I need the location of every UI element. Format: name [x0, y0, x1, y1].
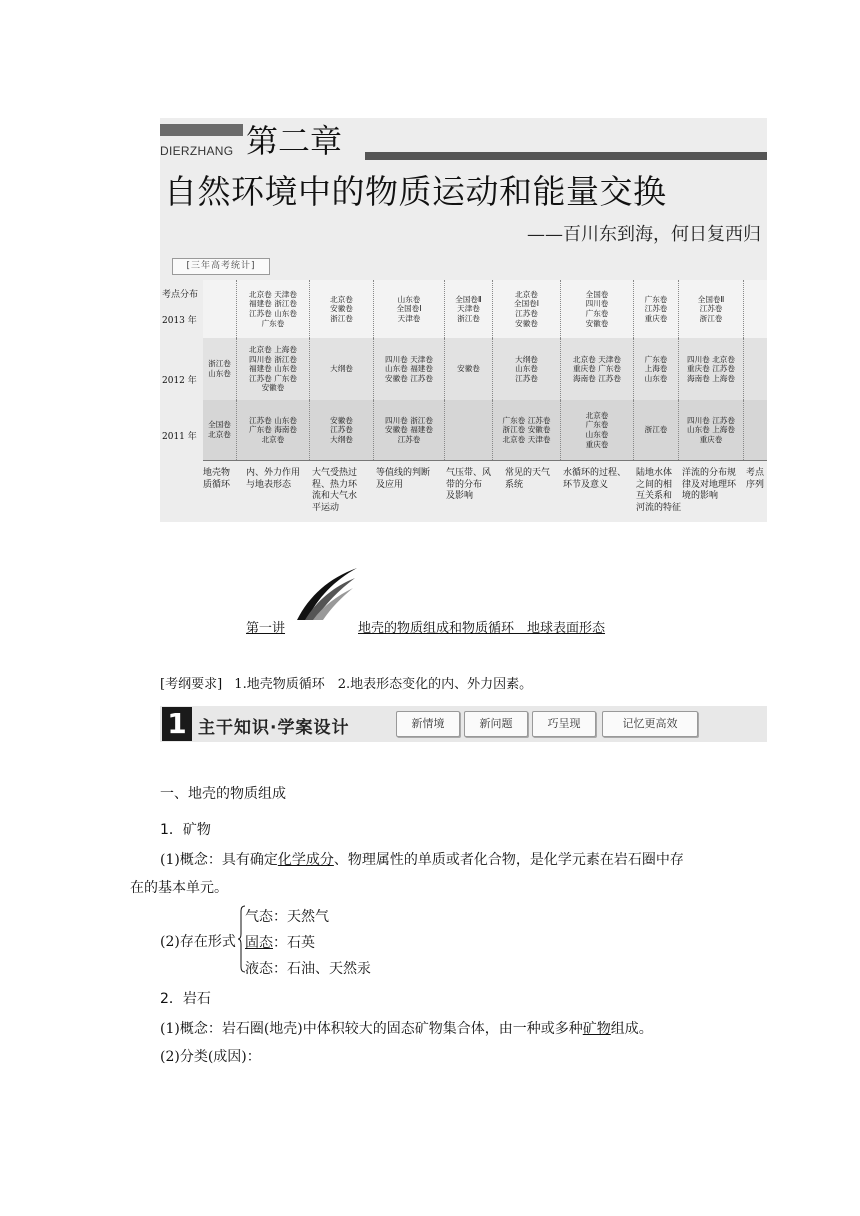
topic-label: 气压带、风 带的分布 及影响 — [446, 468, 492, 501]
section-bar — [160, 706, 767, 742]
lecture-number: 第一讲 — [246, 621, 286, 636]
syllabus-requirement — [160, 673, 532, 692]
stats-cell: 四川卷 北京卷 重庆卷 江苏卷 海南卷 上海卷 — [678, 338, 743, 400]
stats-cell — [444, 400, 492, 460]
stats-cell: 浙江卷 — [633, 400, 678, 460]
forms-label: (2)存在形式 — [160, 934, 236, 950]
topic-label: 内、外力作用 与地表形态 — [246, 468, 301, 490]
section-number-badge: 1 — [162, 707, 192, 741]
mineral-definition-cont: 在的基本单元。 — [130, 880, 228, 896]
tag-clever-presentation: 巧呈现 — [532, 711, 596, 737]
chapter-number: 第二章 — [246, 122, 343, 160]
stats-cell: 全国卷Ⅱ 天津卷 浙江卷 — [444, 280, 492, 338]
stats-cell: 北京卷 安徽卷 浙江卷 — [309, 280, 373, 338]
stats-cell — [203, 280, 236, 338]
grid-axis-line — [203, 460, 767, 461]
stats-cell: 江苏卷 山东卷 广东卷 海南卷 北京卷 — [236, 400, 309, 460]
topic-label: 洋流的分布规 律及对地理环 境的影响 — [682, 468, 737, 501]
stats-cell: 安徽卷 — [444, 338, 492, 400]
lecture-title: 地壳的物质组成和物质循环 地球表面形态 — [358, 621, 606, 636]
stats-cell — [743, 338, 767, 400]
chapter-banner — [160, 118, 767, 522]
swoosh-logo-icon — [295, 566, 359, 622]
stats-cell: 北京卷 全国卷Ⅰ 江苏卷 安徽卷 — [492, 280, 560, 338]
stats-cell: 四川卷 天津卷 山东卷 福建卷 安徽卷 江苏卷 — [373, 338, 444, 400]
chapter-title: 自然环境中的物质运动和能量交换 — [164, 172, 667, 211]
exam-stats-grid — [203, 280, 767, 460]
blank-answer: 固态 — [245, 935, 273, 951]
stats-cell: 四川卷 江苏卷 山东卷 上海卷 重庆卷 — [678, 400, 743, 460]
stats-cell: 北京卷 天津卷 福建卷 浙江卷 江苏卷 山东卷 广东卷 — [236, 280, 309, 338]
year-label: 2012 年 — [162, 376, 197, 386]
rock-definition: (1)概念：岩石圈(地壳)中体积较大的固态矿物集合体，由一种或多种矿物组成。 — [160, 1021, 653, 1037]
stats-row-2011 — [203, 400, 767, 460]
heading-crust-composition: 一、地壳的物质组成 — [160, 786, 286, 802]
stats-cell: 广东卷 上海卷 山东卷 — [633, 338, 678, 400]
stats-cell: 北京卷 上海卷 四川卷 浙江卷 福建卷 山东卷 江苏卷 广东卷 安徽卷 — [236, 338, 309, 400]
heading-mineral: 1．矿物 — [160, 822, 211, 838]
axis-top-label: 考点分布 — [162, 290, 199, 300]
rock-classification: (2)分类(成因)： — [160, 1049, 261, 1065]
banner-dark-bar — [160, 124, 243, 136]
stats-cell: 安徽卷 江苏卷 大纲卷 — [309, 400, 373, 460]
stats-cell — [743, 280, 767, 338]
stats-cell: 全国卷 北京卷 — [208, 420, 231, 439]
requirement-text: 1.地壳物质循环 2.地表形态变化的内、外力因素。 — [234, 677, 533, 692]
stats-cell: 山东卷 全国卷Ⅰ 天津卷 — [373, 280, 444, 338]
stats-cell: 广东卷 江苏卷 重庆卷 — [633, 280, 678, 338]
stats-cell: 北京卷 广东卷 山东卷 重庆卷 — [560, 400, 633, 460]
form-liquid: 液态：石油、天然汞 — [245, 961, 371, 977]
form-solid: 固态：石英 — [245, 935, 315, 951]
stats-cell: 全国卷Ⅱ 江苏卷 浙江卷 — [678, 280, 743, 338]
stats-cell — [743, 400, 767, 460]
topic-label: 地壳物 质循环 — [203, 468, 231, 490]
blank-answer: 矿物 — [582, 1021, 611, 1037]
stats-cell: 大纲卷 — [309, 338, 373, 400]
stats-cell: 四川卷 浙江卷 安徽卷 福建卷 江苏卷 — [373, 400, 444, 460]
banner-rule — [365, 152, 767, 160]
blank-answer: 化学成分 — [277, 852, 334, 868]
year-label: 2013 年 — [162, 316, 197, 326]
mineral-definition: (1)概念：具有确定化学成分、物理属性的单质或者化合物，是化学元素在岩石圈中存 — [160, 852, 684, 868]
topic-label: 等值线的判断 及应用 — [376, 468, 431, 490]
tag-efficient-memory: 记忆更高效 — [602, 711, 698, 737]
heading-rock: 2．岩石 — [160, 991, 211, 1007]
requirement-tag: [考纲要求] — [160, 677, 223, 692]
chapter-logo-text: DIERZHANG — [160, 144, 234, 158]
stats-tag: [三年高考统计] — [172, 258, 270, 275]
topic-label: 考点 序列 — [746, 468, 765, 490]
stats-row-2013 — [203, 280, 767, 338]
tag-new-question: 新问题 — [464, 711, 528, 737]
section-title: 主干知识·学案设计 — [198, 718, 350, 738]
stats-cell: 浙江卷 山东卷 — [208, 359, 231, 378]
stats-cell: 北京卷 天津卷 重庆卷 广东卷 海南卷 江苏卷 — [560, 338, 633, 400]
tag-new-context: 新情境 — [396, 711, 460, 737]
stats-cell: 广东卷 江苏卷 浙江卷 安徽卷 北京卷 天津卷 — [492, 400, 560, 460]
form-gas: 气态：天然气 — [245, 909, 329, 925]
stats-cell: 大纲卷 山东卷 江苏卷 — [492, 338, 560, 400]
topic-label: 水循环的过程、 环节及意义 — [563, 468, 627, 490]
stats-row-2012 — [203, 338, 767, 400]
year-label: 2011 年 — [162, 432, 197, 442]
topic-label: 陆地水体 之间的相 互关系和 河流的特征 — [636, 468, 682, 513]
topic-label: 常见的天气 系统 — [505, 468, 551, 490]
topic-label: 大气受热过 程、热力环 流和大气水 平运动 — [312, 468, 358, 513]
chapter-subtitle: ——百川东到海，何日复西归 — [527, 224, 761, 245]
stats-cell: 全国卷 四川卷 广东卷 安徽卷 — [560, 280, 633, 338]
